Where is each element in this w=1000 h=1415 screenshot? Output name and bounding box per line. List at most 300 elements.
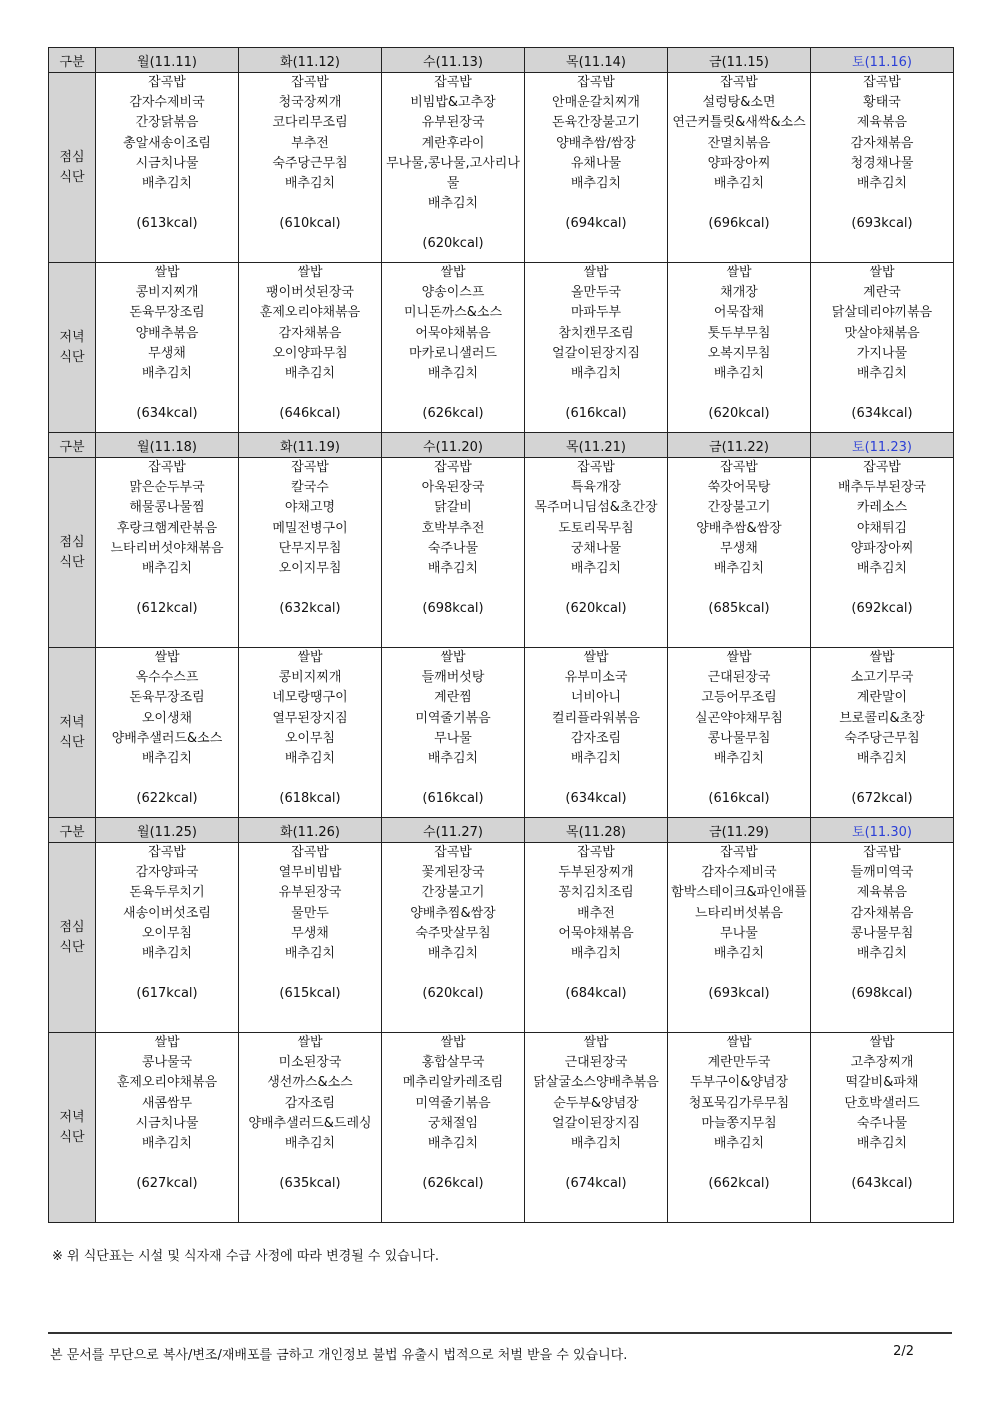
lunch-menu-cell [525,73,668,263]
calorie-label: (620kcal) [708,406,770,422]
menu-item: 열무비빔밥 [278,865,342,881]
dinner-row [49,263,954,433]
menu-item: 배추김치 [570,946,622,962]
lunch-label-text: 점심 [59,919,85,935]
menu-item: 계란만두국 [707,1055,771,1071]
menu-item: 쌀밥 [297,650,323,665]
lunch-row [49,458,954,648]
menu-item: 무나물 [720,925,758,941]
menu-item: 유채나물 [570,155,622,171]
menu-item: 고등어무조림 [701,690,777,706]
lunch-label-text: 점심 [59,149,85,165]
menu-item: 미소된장국 [278,1055,342,1071]
menu-item: 무나물,콩나물,고사리나물 [386,155,520,192]
menu-item: 계란말이 [856,690,908,706]
menu-item: 잡곡밥 [434,845,472,860]
menu-item: 느타리버섯볶음 [695,905,783,921]
lunch-menu-cell [382,843,525,1033]
dinner-menu-cell [382,1033,525,1223]
menu-item: 훈제오리야채볶음 [116,1075,218,1091]
menu-item: 배추김치 [713,751,765,767]
dinner-menu-cell [668,1033,811,1223]
menu-item: 유부된장국 [278,885,342,901]
menu-item: 배추김치 [856,561,908,577]
day-header-cell: 수(11.13) [382,48,525,73]
menu-item: 아욱된장국 [421,480,485,496]
dinner-menu-cell [525,648,668,818]
menu-item: 소고기무국 [850,670,914,686]
menu-item: 배추김치 [427,561,479,577]
menu-item: 숙주나물 [856,1115,908,1131]
menu-item: 후랑크햄계란볶음 [116,520,218,536]
menu-item: 단무지무침 [278,540,342,556]
menu-item: 쌀밥 [726,1035,752,1050]
dinner-label-cell [49,263,96,433]
menu-item: 배추김치 [141,561,193,577]
lunch-menu-cell [382,73,525,263]
menu-item: 양배추샐러드&드레싱 [248,1115,372,1131]
calorie-label: (612kcal) [136,601,198,617]
lunch-menu-cell [811,458,954,648]
menu-item: 배추김치 [141,946,193,962]
dinner-label-text: 저녁 [59,1109,85,1125]
menu-item: 쌀밥 [726,650,752,665]
calorie-label: (632kcal) [279,601,341,617]
menu-item: 양배추볶음 [135,325,199,341]
lunch-menu-cell [811,843,954,1033]
menu-item: 두부된장찌개 [558,865,634,881]
menu-item: 열무된장지짐 [272,710,348,726]
day-header-cell: 금(11.29) [668,818,811,843]
menu-item: 궁채나물 [570,540,622,556]
menu-item: 배추김치 [570,366,622,382]
calorie-label: (620kcal) [422,986,484,1002]
menu-item: 콩나물국 [141,1055,193,1071]
calorie-label: (616kcal) [565,406,627,422]
menu-item: 청포묵김가루무침 [688,1095,790,1111]
menu-item: 두부구이&양념장 [689,1075,789,1091]
menu-item: 닭살데리야끼볶음 [831,305,933,321]
calorie-label: (620kcal) [565,601,627,617]
day-header-cell: 월(11.18) [96,433,239,458]
menu-item: 카레소스 [856,500,908,516]
menu-item: 쌀밥 [297,1035,323,1050]
calorie-label: (646kcal) [279,406,341,422]
dinner-menu-cell [811,1033,954,1223]
calorie-label: (620kcal) [422,236,484,252]
menu-table [48,47,954,1223]
menu-item: 칼국수 [291,480,329,496]
menu-item: 미역줄기볶음 [415,710,491,726]
calorie-label: (626kcal) [422,1176,484,1192]
menu-item: 오이양파무침 [272,345,348,361]
lunch-menu-cell [382,458,525,648]
menu-item: 감자채볶음 [850,905,914,921]
menu-item: 감자조림 [284,1095,336,1111]
lunch-label-cell [49,73,96,263]
menu-item: 감자채볶음 [278,325,342,341]
menu-item: 배추김치 [284,751,336,767]
menu-item: 배추김치 [284,366,336,382]
menu-item: 잡곡밥 [720,75,758,90]
menu-item: 순두부&양념장 [553,1095,639,1111]
menu-item: 특육개장 [570,480,622,496]
menu-item: 콩비지찌개 [135,285,199,301]
menu-item: 브로콜리&초장 [839,710,925,726]
calorie-label: (698kcal) [422,601,484,617]
week-header-row [49,48,954,73]
menu-item: 유부미소국 [564,670,628,686]
menu-item: 배추김치 [856,751,908,767]
dinner-menu-cell [668,263,811,433]
menu-item: 양배추쌈/쌈장 [556,135,636,151]
menu-item: 배추전 [577,905,615,921]
dinner-row [49,1033,954,1223]
menu-item: 쌀밥 [440,650,466,665]
menu-item: 채개장 [720,285,758,301]
menu-item: 미역줄기볶음 [415,1095,491,1111]
day-header-cell: 금(11.22) [668,433,811,458]
menu-item: 간장불고기 [707,500,771,516]
day-header-cell: 토(11.30) [811,818,954,843]
menu-item: 감자수제비국 [129,95,205,111]
menu-item: 쌀밥 [297,265,323,280]
lunch-label-text: 점심 [59,534,85,550]
menu-item: 양배추샐러드&소스 [111,730,223,746]
calorie-label: (662kcal) [708,1176,770,1192]
menu-item: 메밀전병구이 [272,520,348,536]
menu-item: 양송이스프 [421,285,485,301]
menu-item: 배추김치 [713,946,765,962]
day-header-cell: 월(11.25) [96,818,239,843]
calorie-label: (635kcal) [279,1176,341,1192]
menu-item: 맛살야채볶음 [844,325,920,341]
menu-item: 청경채나물 [850,155,914,171]
menu-item: 잡곡밥 [291,845,329,860]
calorie-label: (693kcal) [851,216,913,232]
menu-item: 배추김치 [141,1136,193,1152]
menu-item: 제육볶음 [856,115,908,131]
calorie-label: (634kcal) [851,406,913,422]
menu-item: 오이지무침 [278,561,342,577]
lunch-menu-cell [525,843,668,1033]
lunch-menu-cell [811,73,954,263]
lunch-menu-cell [239,73,382,263]
menu-item: 너비아니 [570,690,622,706]
calorie-label: (610kcal) [279,216,341,232]
menu-item: 들깨버섯탕 [421,670,485,686]
week-header-row [49,818,954,843]
menu-item: 돈육무장조림 [129,690,205,706]
menu-table-body [49,48,954,1223]
menu-item: 배추김치 [856,366,908,382]
menu-item: 잡곡밥 [720,845,758,860]
menu-item: 감자채볶음 [850,135,914,151]
menu-item: 돈육간장불고기 [552,115,640,131]
menu-item: 참치캔무조림 [558,325,634,341]
menu-item: 숙주맛살무침 [415,925,491,941]
menu-item: 감자수제비국 [701,865,777,881]
calorie-label: (685kcal) [708,601,770,617]
lunch-menu-cell [525,458,668,648]
menu-item: 호박부추전 [421,520,485,536]
menu-item: 닭살굴소스양배추볶음 [533,1075,659,1091]
menu-item: 네모랑땡구이 [272,690,348,706]
menu-item: 잡곡밥 [863,845,901,860]
dinner-label-text: 저녁 [59,329,85,345]
calorie-label: (694kcal) [565,216,627,232]
menu-item: 쌀밥 [583,650,609,665]
lunch-label-cell [49,458,96,648]
menu-item: 오이무침 [141,925,193,941]
lunch-menu-cell [668,458,811,648]
menu-item: 배추김치 [141,366,193,382]
menu-item: 마늘쫑지무침 [701,1115,777,1131]
menu-item: 무생채 [291,925,329,941]
menu-item: 얼갈이된장지짐 [552,1115,640,1131]
menu-item: 팽이버섯된장국 [266,285,354,301]
menu-item: 배추김치 [713,1136,765,1152]
menu-item: 쌀밥 [869,1035,895,1050]
calorie-label: (615kcal) [279,986,341,1002]
lunch-menu-cell [96,843,239,1033]
menu-item: 맑은순두부국 [129,480,205,496]
dinner-menu-cell [239,648,382,818]
menu-item: 톳두부무침 [707,325,771,341]
menu-item: 청국장찌개 [278,95,342,111]
header-label-cell: 구분 [49,48,96,73]
menu-item: 꽁치김치조림 [558,885,634,901]
menu-item: 잡곡밥 [148,75,186,90]
menu-item: 잔멸치볶음 [707,135,771,151]
menu-item: 콩나물무침 [707,730,771,746]
lunch-menu-cell [668,73,811,263]
menu-item: 배추김치 [570,1136,622,1152]
day-header-cell: 화(11.12) [239,48,382,73]
day-header-cell: 목(11.21) [525,433,668,458]
menu-item: 감자양파국 [135,865,199,881]
menu-item: 코다리무조림 [272,115,348,131]
menu-item: 양배추쌈&쌈장 [696,520,782,536]
menu-item: 새콤쌈무 [141,1095,193,1111]
menu-item: 쌀밥 [440,1035,466,1050]
menu-item: 배추김치 [570,176,622,192]
menu-item: 시금치나물 [135,1115,199,1131]
menu-item: 잡곡밥 [863,460,901,475]
calorie-label: (622kcal) [136,791,198,807]
lunch-row [49,73,954,263]
day-header-cell: 화(11.19) [239,433,382,458]
dinner-menu-cell [811,263,954,433]
menu-item: 배추김치 [856,946,908,962]
dinner-label-text: 식단 [59,1129,85,1145]
menu-item: 도토리묵무침 [558,520,634,536]
menu-item: 단호박샐러드 [844,1095,920,1111]
menu-item: 숙주나물 [427,540,479,556]
change-notice: ※ 위 식단표는 시설 및 식자재 수급 사정에 따라 변경될 수 있습니다. [52,1249,439,1264]
menu-item: 근대된장국 [564,1055,628,1071]
menu-item: 느타리버섯야채볶음 [110,540,224,556]
menu-item: 유부된장국 [421,115,485,131]
calorie-label: (616kcal) [422,791,484,807]
dinner-menu-cell [96,263,239,433]
calorie-label: (634kcal) [565,791,627,807]
dinner-menu-cell [525,263,668,433]
menu-item: 콩비지찌개 [278,670,342,686]
menu-item: 배추김치 [284,1136,336,1152]
menu-item: 꽃게된장국 [421,865,485,881]
dinner-label-text: 식단 [59,349,85,365]
menu-item: 쌀밥 [583,265,609,280]
menu-item: 컬리플라워볶음 [552,710,640,726]
calorie-label: (684kcal) [565,986,627,1002]
menu-item: 잡곡밥 [577,460,615,475]
menu-item: 배추김치 [427,366,479,382]
day-header-cell: 화(11.26) [239,818,382,843]
menu-item: 숙주당근무침 [272,155,348,171]
menu-item: 쌀밥 [869,265,895,280]
menu-item: 잡곡밥 [148,845,186,860]
dinner-menu-cell [96,648,239,818]
menu-item: 쌀밥 [869,650,895,665]
menu-item: 배추김치 [856,1136,908,1152]
menu-item: 어묵잡채 [713,305,765,321]
menu-item: 홍합살무국 [421,1055,485,1071]
menu-item: 배추김치 [713,366,765,382]
menu-item: 배추김치 [284,946,336,962]
copyright-footer: 본 문서를 무단으로 복사/변조/재배포를 금하고 개인정보 불법 유출시 법적으로 처벌 받을 수 있습니다. [50,1348,628,1363]
menu-item: 잡곡밥 [577,845,615,860]
lunch-label-text: 식단 [59,169,85,185]
dinner-label-cell [49,1033,96,1223]
dinner-menu-cell [239,1033,382,1223]
menu-item: 무생채 [720,540,758,556]
menu-item: 어묵야채볶음 [558,925,634,941]
dinner-menu-cell [811,648,954,818]
menu-item: 쌀밥 [583,1035,609,1050]
menu-item: 오복지무침 [707,345,771,361]
menu-item: 함박스테이크&파인애플 [671,885,807,901]
menu-item: 근대된장국 [707,670,771,686]
menu-item: 훈제오리야채볶음 [259,305,361,321]
dinner-label-text: 저녁 [59,714,85,730]
menu-item: 배추김치 [427,196,479,212]
menu-item: 배추김치 [427,946,479,962]
day-header-cell: 월(11.11) [96,48,239,73]
menu-item: 목주머니딤섬&초간장 [534,500,658,516]
calorie-label: (618kcal) [279,791,341,807]
lunch-menu-cell [239,843,382,1033]
calorie-label: (693kcal) [708,986,770,1002]
menu-item: 안매운갈치찌개 [552,95,640,111]
dinner-label-cell [49,648,96,818]
menu-item: 배추김치 [427,1136,479,1152]
menu-item: 쌀밥 [154,650,180,665]
menu-item: 오이무침 [284,730,336,746]
menu-item: 궁채절임 [427,1115,479,1131]
menu-item: 숙주당근무침 [844,730,920,746]
menu-item: 간장닭볶음 [135,115,199,131]
day-header-cell: 금(11.15) [668,48,811,73]
menu-item: 배추김치 [570,751,622,767]
calorie-label: (672kcal) [851,791,913,807]
menu-item: 배추김치 [856,176,908,192]
menu-item: 쑥갓어묵탕 [707,480,771,496]
menu-item: 얼갈이된장지짐 [552,345,640,361]
menu-item: 잡곡밥 [291,75,329,90]
menu-item: 간장불고기 [421,885,485,901]
calorie-label: (617kcal) [136,986,198,1002]
menu-item: 계란찜 [434,690,472,706]
day-header-cell: 토(11.16) [811,48,954,73]
menu-item: 해물콩나물찜 [129,500,205,516]
menu-item: 배추김치 [570,561,622,577]
menu-item: 올만두국 [570,285,622,301]
menu-item: 총알새송이조림 [123,135,211,151]
menu-item: 닭갈비 [434,500,472,516]
lunch-label-cell [49,843,96,1033]
lunch-label-text: 식단 [59,554,85,570]
day-header-cell: 목(11.28) [525,818,668,843]
calorie-label: (692kcal) [851,601,913,617]
menu-item: 양배추찜&쌈장 [410,905,496,921]
menu-item: 감자조림 [570,730,622,746]
lunch-menu-cell [239,458,382,648]
dinner-label-text: 식단 [59,734,85,750]
menu-item: 부추전 [291,135,329,151]
menu-item: 계란후라이 [421,135,485,151]
day-header-cell: 수(11.20) [382,433,525,458]
menu-item: 돈육무장조림 [129,305,205,321]
dinner-menu-cell [382,263,525,433]
lunch-row [49,843,954,1033]
menu-item: 생선까스&소스 [267,1075,353,1091]
menu-item: 메추리알카레조림 [402,1075,504,1091]
menu-item: 떡갈비&파채 [845,1075,919,1091]
menu-item: 가지나물 [856,345,908,361]
menu-item: 배추김치 [713,176,765,192]
calorie-label: (696kcal) [708,216,770,232]
header-label-cell: 구분 [49,818,96,843]
menu-item: 쌀밥 [154,265,180,280]
menu-item: 콩나물무침 [850,925,914,941]
menu-item: 들깨미역국 [850,865,914,881]
dinner-menu-cell [525,1033,668,1223]
dinner-menu-cell [96,1033,239,1223]
lunch-menu-cell [668,843,811,1033]
menu-item: 잡곡밥 [434,460,472,475]
menu-item: 옥수수스프 [135,670,199,686]
menu-item: 잡곡밥 [434,75,472,90]
menu-item: 계란국 [863,285,901,301]
menu-item: 배추김치 [427,751,479,767]
calorie-label: (698kcal) [851,986,913,1002]
menu-item: 잡곡밥 [291,460,329,475]
menu-item: 실곤약야채무침 [695,710,783,726]
lunch-menu-cell [96,73,239,263]
menu-item: 비빔밥&고추장 [410,95,496,111]
menu-item: 오이생채 [141,710,193,726]
menu-item: 새송이버섯조림 [123,905,211,921]
menu-item: 마카로니샐러드 [409,345,497,361]
menu-item: 양파장아찌 [707,155,771,171]
menu-item: 양파장아찌 [850,540,914,556]
page-number: 2/2 [893,1344,914,1359]
menu-item: 야채고명 [284,500,336,516]
day-header-cell: 수(11.27) [382,818,525,843]
lunch-menu-cell [96,458,239,648]
menu-item: 배추김치 [284,176,336,192]
